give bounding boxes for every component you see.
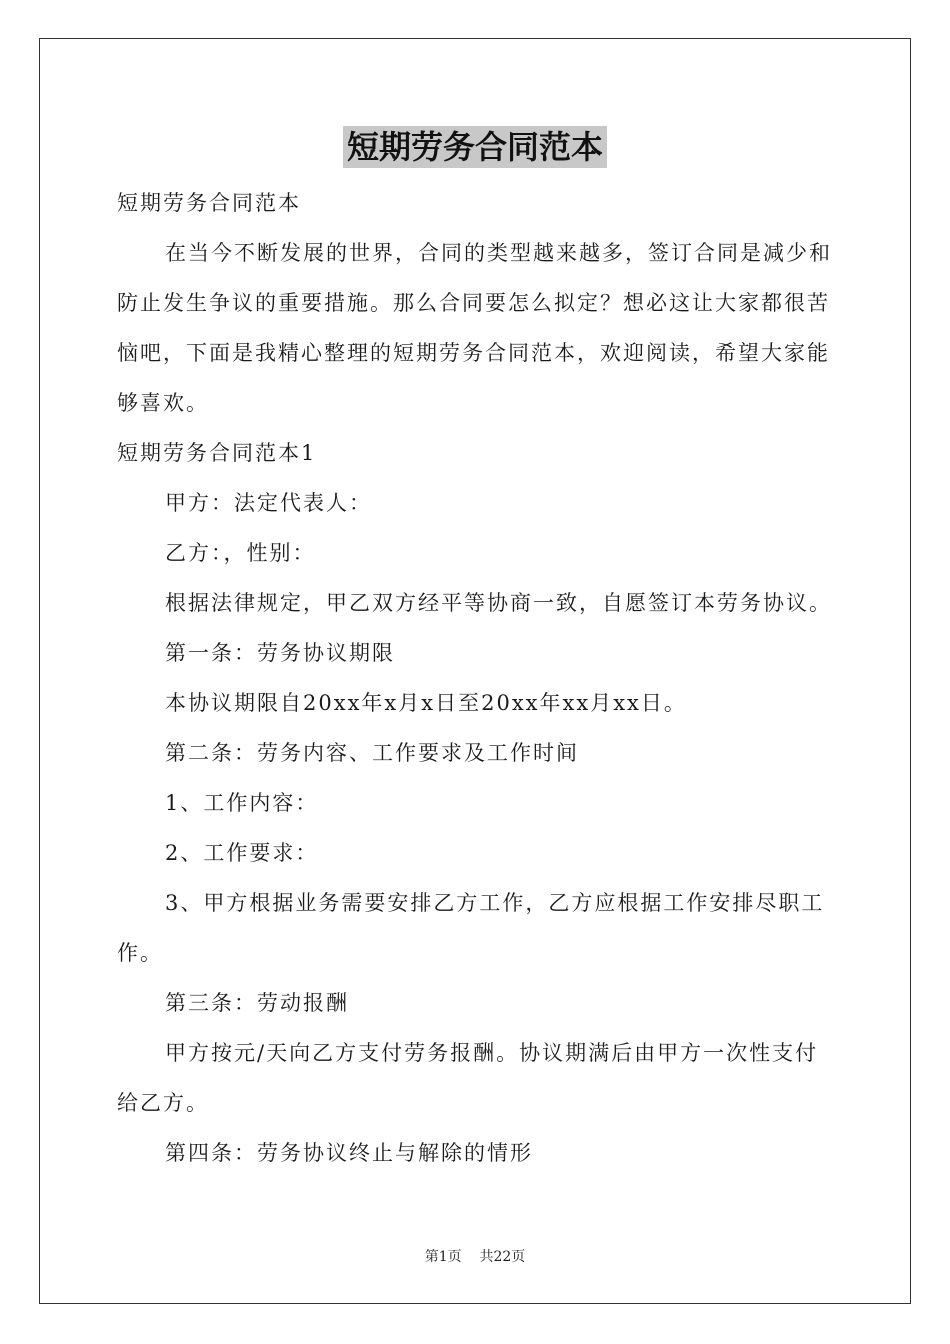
paragraph: 第一条：劳务协议期限	[165, 641, 395, 665]
paragraph: 甲方：法定代表人：	[165, 491, 372, 515]
paragraph: 短期劳务合同范本	[117, 191, 301, 215]
paragraph: 甲方按元/天向乙方支付劳务报酬。协议期满后由甲方一次性支付给乙方。	[117, 1041, 819, 1115]
page-footer	[0, 1246, 950, 1266]
page-number: 第1页	[424, 1249, 462, 1265]
document-title: 短期劳务合同范本	[343, 126, 607, 168]
page-total: 共22页	[479, 1249, 526, 1265]
paragraph: 2、工作要求：	[165, 841, 319, 865]
title-container	[0, 126, 950, 168]
paragraph: 根据法律规定，甲乙双方经平等协商一致，自愿签订本劳务协议。	[165, 591, 832, 615]
paragraph: 本协议期限自20xx年x月x日至20xx年xx月xx日。	[165, 691, 687, 715]
paragraph: 在当今不断发展的世界，合同的类型越来越多，签订合同是减少和防止发生争议的重要措施。那么合同要怎么拟定？想必这让大家都很苦恼吧，下面是我精心整理的短期劳务合同范本，欢迎阅读，希望大家能够喜欢。	[117, 241, 832, 415]
paragraph: 1、工作内容：	[165, 791, 319, 815]
paragraph: 乙方：，性别：	[165, 541, 316, 565]
paragraph: 第三条：劳动报酬	[165, 991, 349, 1015]
paragraph: 第二条：劳务内容、工作要求及工作时间	[165, 741, 579, 765]
paragraph: 3、甲方根据业务需要安排乙方工作，乙方应根据工作安排尽职工作。	[117, 891, 825, 965]
document-body	[117, 178, 837, 1178]
paragraph: 短期劳务合同范本1	[117, 441, 317, 465]
paragraph: 第四条：劳务协议终止与解除的情形	[165, 1141, 533, 1165]
